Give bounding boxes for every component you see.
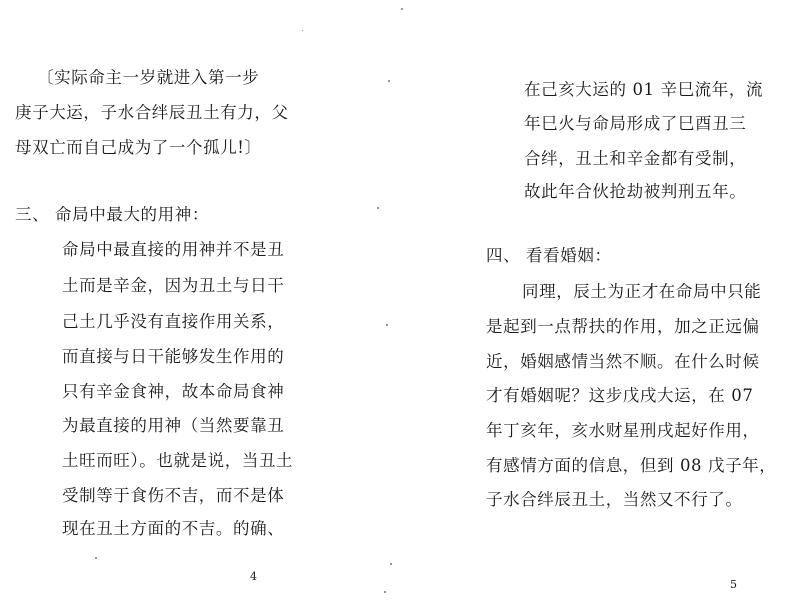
section3-line-4: 而直接与日干能够发生作用的	[62, 347, 285, 366]
right-para1-line-2: 年巳火与命局形成了巳酉丑三	[524, 114, 747, 133]
section3-line-2: 土而是辛金，因为丑土与日干	[62, 276, 285, 295]
section3-line-8: 受制等于食伤不吉，而不是体	[62, 486, 285, 505]
section4-line-5: 年丁亥年，亥水财星刑戌起好作用，	[486, 421, 760, 440]
left-para1-line-3: 母双亡而自己成为了一个孤儿!〕	[15, 138, 262, 157]
section4-line-3: 近，婚姻感情当然不顺。在什么时候	[486, 352, 760, 371]
scan-speck	[390, 563, 392, 565]
section3-line-7: 土旺而旺）。也就是说，当丑土	[62, 451, 294, 470]
section3-line-5: 只有辛金食神，故本命局食神	[62, 382, 285, 401]
right-para1-line-3: 合绊，丑土和辛金都有受制，	[524, 149, 747, 168]
scan-speck	[95, 557, 97, 559]
right-para1-line-1: 在己亥大运的 01 辛巳流年，流	[524, 80, 764, 99]
section4-line-7: 子水合绊辰丑土，当然又不行了。	[486, 490, 743, 509]
scan-speck	[302, 30, 303, 31]
section3-line-1: 命局中最直接的用神并不是丑	[62, 240, 285, 259]
section4-heading: 四、 看看婚姻：	[486, 246, 612, 265]
scan-speck	[388, 80, 390, 82]
section4-line-6: 有感情方面的信息，但到 08 戊子年，	[486, 456, 777, 475]
scan-speck	[384, 591, 386, 593]
right-page	[396, 0, 793, 614]
section3-line-6: 为最直接的用神（当然要靠丑	[62, 416, 285, 435]
scan-speck	[386, 324, 388, 326]
right-page-number: 5	[730, 578, 737, 591]
section4-line-2: 是起到一点帮扶的作用，加之正远偏	[486, 317, 760, 336]
scan-speck	[401, 8, 403, 10]
section3-line-3: 己土几乎没有直接作用关系，	[62, 312, 285, 331]
section4-line-1: 同理，辰土为正才在命局中只能	[522, 282, 762, 301]
left-page-number: 4	[250, 570, 257, 583]
section3-line-9: 现在丑土方面的不吉。的确、	[62, 519, 285, 538]
section3-heading: 三、 命局中最大的用神：	[15, 205, 209, 224]
right-para1-line-4: 故此年合伙抢劫被判刑五年。	[524, 182, 747, 201]
section4-line-4: 才有婚姻呢？这步戊戌大运，在 07	[486, 386, 754, 405]
left-para1-line-2: 庚子大运，子水合绊辰丑土有力，父	[15, 103, 289, 122]
scan-speck	[377, 207, 379, 209]
left-para1-line-1: 〔实际命主一岁就进入第一步	[37, 68, 260, 87]
left-page	[0, 0, 396, 614]
